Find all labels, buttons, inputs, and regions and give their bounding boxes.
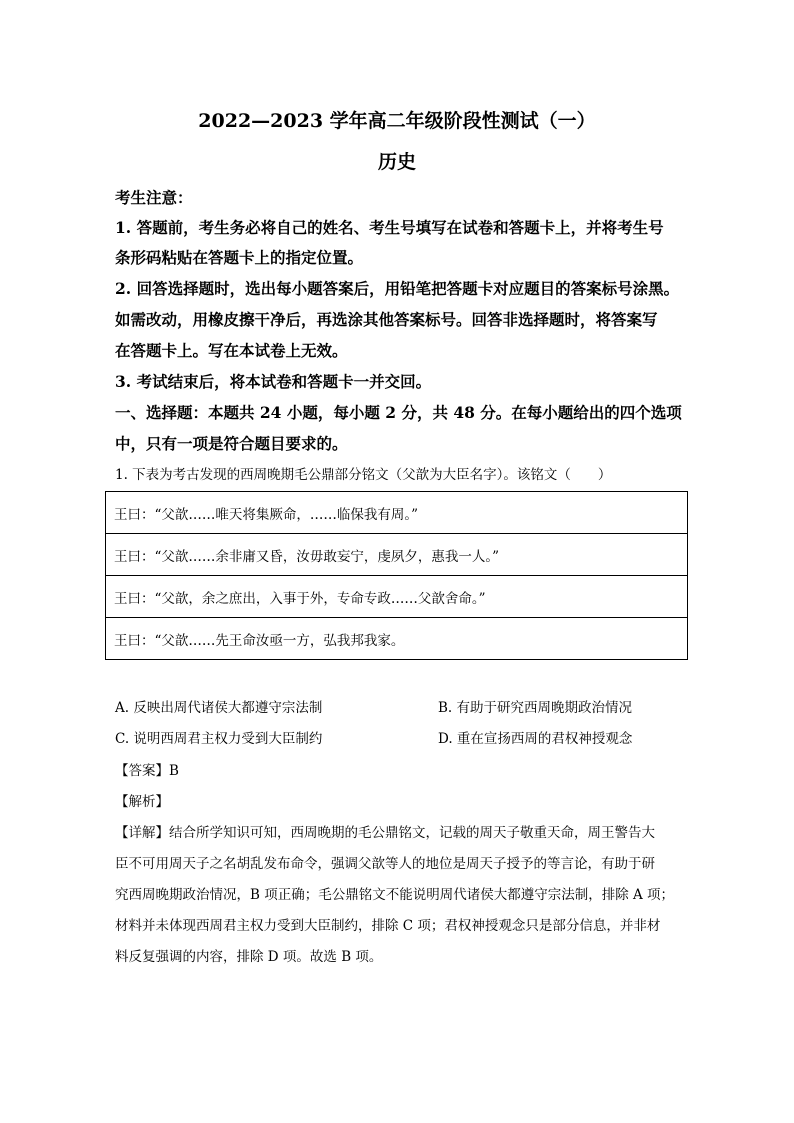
option-d: D. 重在宣扬西周的君权神授观念 <box>438 731 633 747</box>
question-stem: 1. 下表为考古发现的西周晚期毛公鼎部分铭文（父歆为大臣名字）。该铭文（ ） <box>115 467 612 483</box>
option-b: B. 有助于研究西周晚期政治情况 <box>438 700 633 716</box>
section-heading: 一、选择题：本题共 24 小题，每小题 2 分，共 48 分。在每小题给出的四个选项 <box>115 403 682 422</box>
exam-title: 2022—2023 学年高二年级阶段性测试（一） <box>198 110 596 132</box>
analysis-line: 【详解】结合所学知识可知，西周晚期的毛公鼎铭文，记载的周天子敬重天命，周王警告大 <box>115 825 655 841</box>
notice-line: 在答题卡上。写在本试卷上无效。 <box>115 341 348 360</box>
analysis-line: 材料并未体现西周君主权力受到大臣制约，排除 C 项；君权神授观念只是部分信息，并非材 <box>115 918 661 934</box>
table-row <box>106 534 688 576</box>
table-cell: 王曰：“父歆，余之庶出，入事于外，专命专政……父歆舍命。” <box>106 576 688 618</box>
section-heading: 中，只有一项是符合题目要求的。 <box>115 434 348 453</box>
option-a: A. 反映出周代诸侯大都遵守宗法制 <box>115 700 323 716</box>
analysis-line: 臣不可用周天子之名胡乱发布命令，强调父歆等人的地位是周天子授予的等言论，有助于研 <box>115 856 655 872</box>
notice-line: 如需改动，用橡皮擦干净后，再选涂其他答案标号。回答非选择题时，将答案写 <box>115 310 658 329</box>
analysis-heading: 【解析】 <box>115 794 169 810</box>
option-c: C. 说明西周君主权力受到大臣制约 <box>115 731 323 747</box>
table-cell: 王曰：“父歆……余非庸又昏，汝毋敢妄宁，虔夙夕，惠我一人。” <box>106 534 688 576</box>
table-row <box>106 618 688 660</box>
table-cell: 王曰：“父歆……先王命汝亟一方，弘我邦我家。 <box>106 618 688 660</box>
inscription-table <box>105 491 688 660</box>
answer-line: 【答案】B <box>115 763 179 779</box>
notice-line: 1. 答题前，考生务必将自己的姓名、考生号填写在试卷和答题卡上，并将考生号 <box>115 218 664 237</box>
subject-title: 历史 <box>377 151 416 173</box>
notice-heading: 考生注意： <box>115 188 193 207</box>
table-row <box>106 576 688 618</box>
notice-line: 2. 回答选择题时，选出每小题答案后，用铅笔把答题卡对应题目的答案标号涂黑。 <box>115 279 680 298</box>
analysis-line: 料反复强调的内容，排除 D 项。故选 B 项。 <box>115 949 383 965</box>
notice-line: 条形码粘贴在答题卡上的指定位置。 <box>115 248 364 267</box>
table-cell: 王曰：“父歆……唯天将集厥命，……临保我有周。” <box>106 492 688 534</box>
notice-line: 3. 考试结束后，将本试卷和答题卡一并交回。 <box>115 372 432 391</box>
table-row <box>106 492 688 534</box>
analysis-line: 究西周晚期政治情况，B 项正确；毛公鼎铭文不能说明周代诸侯大都遵守宗法制，排除 A 项； <box>115 887 675 903</box>
